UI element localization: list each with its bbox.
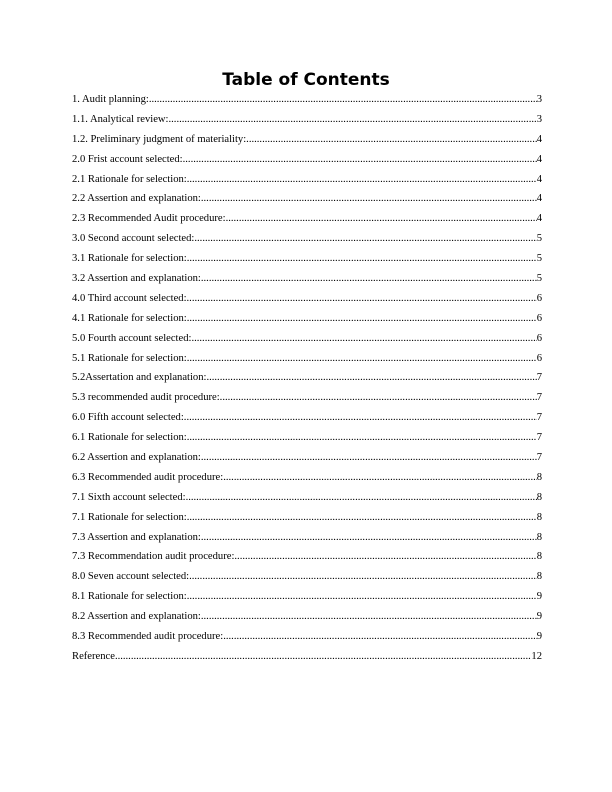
toc-dot-leader (187, 428, 537, 448)
toc-entry-page-number: 8 (536, 531, 542, 543)
toc-entry-label: 6.3 Recommended audit procedure: (72, 471, 224, 483)
toc-entry[interactable] (72, 607, 542, 627)
toc-entry[interactable] (72, 229, 542, 249)
toc-entry-label: 8.1 Rationale for selection: (72, 591, 187, 603)
toc-dot-leader (187, 170, 537, 190)
toc-entry-label: 7.1 Sixth account selected: (72, 491, 186, 503)
toc-entry-label: 5.0 Fourth account selected: (72, 332, 192, 344)
toc-entry-label: 5.1 Rationale for selection: (72, 352, 187, 364)
toc-entry-label: 2.0 Frist account selected: (72, 153, 183, 165)
toc-dot-leader (220, 388, 537, 408)
toc-entry[interactable] (72, 547, 542, 567)
toc-entry[interactable] (72, 567, 542, 587)
toc-entry-page-number: 8 (536, 471, 542, 483)
toc-dot-leader (183, 150, 537, 170)
toc-entry-label: 4.1 Rationale for selection: (72, 312, 187, 324)
toc-dot-leader (191, 329, 536, 349)
toc-entry-label: 3.1 Rationale for selection: (72, 253, 187, 265)
toc-dot-leader (201, 607, 537, 627)
toc-dot-leader (169, 110, 537, 130)
toc-entry-label: 1. Audit planning: (72, 94, 149, 105)
toc-entry-page-number: 12 (531, 650, 542, 662)
toc-title: Table of Contents (222, 70, 390, 90)
toc-entry-label: 8.0 Seven account selected: (72, 571, 190, 583)
toc-entry-label: 3.0 Second account selected: (72, 233, 195, 245)
toc-entry[interactable] (72, 209, 542, 229)
toc-entry-label: 6.0 Fifth account selected: (72, 412, 184, 424)
toc-entry[interactable] (72, 110, 542, 130)
toc-entry[interactable] (72, 90, 542, 110)
toc-dot-leader (187, 508, 537, 528)
toc-entry-label: 7.1 Rationale for selection: (72, 511, 187, 523)
toc-entry[interactable] (72, 508, 542, 528)
toc-entry[interactable] (72, 488, 542, 508)
toc-entry-label: 2.3 Recommended Audit procedure: (72, 213, 226, 225)
toc-entry[interactable] (72, 368, 542, 388)
toc-entry-label: 2.2 Assertion and explanation: (72, 193, 201, 205)
toc-dot-leader (187, 349, 537, 369)
toc-entry-page-number: 6 (536, 312, 542, 324)
toc-dot-leader (201, 448, 537, 468)
toc-entry[interactable] (72, 249, 542, 269)
toc-entry-page-number: 4 (536, 133, 542, 145)
toc-entry[interactable] (72, 130, 542, 150)
toc-entry[interactable] (72, 468, 542, 488)
toc-entry-label: 4.0 Third account selected: (72, 292, 187, 304)
toc-entry-page-number: 6 (536, 292, 542, 304)
toc-entry-label: 8.2 Assertion and explanation: (72, 611, 201, 623)
toc-entry[interactable] (72, 448, 542, 468)
toc-entry-page-number: 8 (536, 571, 542, 583)
toc-entry-label: 5.2Assertation and explanation: (72, 372, 207, 384)
toc-entry-page-number: 4 (536, 193, 542, 205)
toc-entry-page-number: 7 (536, 392, 542, 404)
toc-entry-page-number: 7 (536, 432, 542, 444)
toc-entry-page-number: 7 (536, 372, 542, 384)
toc-entry-page-number: 5 (536, 233, 542, 245)
toc-entry-page-number: 6 (536, 352, 542, 364)
toc-entry[interactable] (72, 388, 542, 408)
toc-dot-leader (184, 408, 537, 428)
toc-entry[interactable] (72, 269, 542, 289)
toc-entry[interactable] (72, 408, 542, 428)
toc-entry-label: 1.1. Analytical review: (72, 113, 169, 125)
toc-entry[interactable] (72, 150, 542, 170)
toc-entry-label: 8.3 Recommended audit procedure: (72, 631, 224, 643)
toc-entry[interactable] (72, 329, 542, 349)
toc-entry-page-number: 9 (536, 591, 542, 603)
toc-entry-page-number: 5 (536, 273, 542, 285)
toc-entry[interactable] (72, 309, 542, 329)
toc-list (72, 90, 542, 667)
toc-entry[interactable] (72, 289, 542, 309)
toc-entry-page-number: 4 (536, 173, 542, 185)
toc-entry[interactable] (72, 428, 542, 448)
toc-entry-label: 1.2. Preliminary judgment of materiality: (72, 133, 247, 145)
toc-dot-leader (201, 189, 537, 209)
toc-entry-page-number: 8 (536, 551, 542, 563)
toc-entry-page-number: 3 (536, 113, 542, 125)
toc-entry-page-number: 4 (536, 153, 542, 165)
toc-entry-label: 7.3 Recommendation audit procedure: (72, 551, 235, 563)
toc-entry[interactable] (72, 170, 542, 190)
toc-dot-leader (187, 309, 537, 329)
toc-entry-page-number: 5 (536, 253, 542, 265)
toc-entry[interactable] (72, 189, 542, 209)
toc-entry-label: 3.2 Assertion and explanation: (72, 273, 201, 285)
toc-entry[interactable] (72, 349, 542, 369)
toc-dot-leader (223, 627, 536, 647)
toc-entry-page-number: 8 (536, 511, 542, 523)
toc-entry-page-number: 3 (536, 94, 542, 105)
toc-entry-page-number: 7 (536, 412, 542, 424)
toc-dot-leader (234, 547, 536, 567)
toc-entry[interactable] (72, 627, 542, 647)
toc-dot-leader (115, 647, 531, 667)
toc-entry-label: 7.3 Assertion and explanation: (72, 531, 201, 543)
toc-dot-leader (187, 249, 537, 269)
toc-entry-page-number: 7 (536, 452, 542, 464)
toc-entry-label: Reference (72, 650, 115, 662)
toc-dot-leader (201, 528, 537, 548)
toc-dot-leader (246, 130, 537, 150)
toc-dot-leader (194, 229, 536, 249)
toc-dot-leader (201, 269, 537, 289)
toc-entry-page-number: 6 (536, 332, 542, 344)
toc-dot-leader (206, 368, 536, 388)
toc-entry[interactable] (72, 587, 542, 607)
toc-entry[interactable] (72, 647, 542, 667)
toc-dot-leader (189, 567, 537, 587)
toc-entry-page-number: 9 (536, 631, 542, 643)
toc-dot-leader (187, 289, 537, 309)
toc-entry-label: 6.2 Assertion and explanation: (72, 452, 201, 464)
toc-entry-label: 2.1 Rationale for selection: (72, 173, 187, 185)
toc-dot-leader (149, 90, 537, 110)
toc-dot-leader (223, 468, 536, 488)
toc-dot-leader (187, 587, 537, 607)
toc-entry-page-number: 8 (536, 491, 542, 503)
toc-entry-label: 5.3 recommended audit procedure: (72, 392, 220, 404)
toc-entry-page-number: 9 (536, 611, 542, 623)
toc-entry-label: 6.1 Rationale for selection: (72, 432, 187, 444)
toc-dot-leader (226, 209, 537, 229)
toc-entry-page-number: 4 (536, 213, 542, 225)
toc-dot-leader (186, 488, 537, 508)
toc-entry[interactable] (72, 528, 542, 548)
